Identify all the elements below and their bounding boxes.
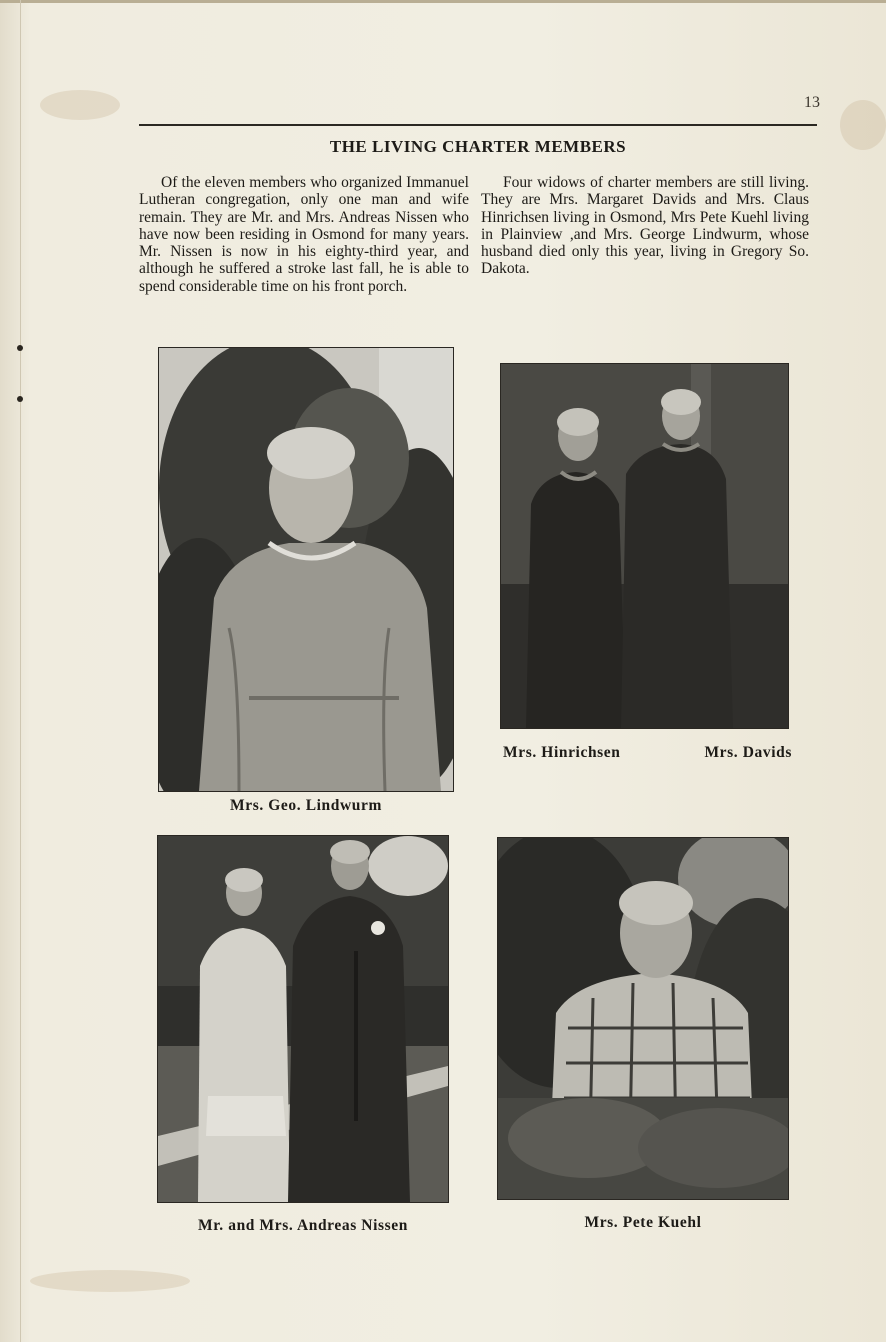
page-title: THE LIVING CHARTER MEMBERS [329, 137, 627, 156]
photo-kuehl [498, 838, 788, 1199]
paper-stain [30, 1270, 190, 1292]
caption-kuehl: Mrs. Pete Kuehl [584, 1214, 702, 1231]
caption-hinrichsen: Mrs. Hinrichsen [503, 744, 621, 761]
photo-lindwurm [159, 348, 453, 791]
photo-hinrichsen-davids [501, 364, 788, 728]
page-number: 13 [804, 94, 820, 111]
article-column-left [139, 174, 469, 295]
photo-nissen [158, 836, 448, 1202]
binding-edge [20, 0, 21, 1342]
header-rule [139, 124, 817, 126]
paper-stain [840, 100, 886, 150]
caption-lindwurm: Mrs. Geo. Lindwurm [229, 797, 383, 814]
caption-davids: Mrs. Davids [704, 744, 792, 761]
binding-hole [17, 396, 23, 402]
article-column-right [481, 174, 809, 278]
article-paragraph-1: Of the eleven members who organized Immanuel Lutheran congregation, only one man and wife remain. They are Mr. and Mrs. Andreas Nissen who have now been residing in Osmond for many years. Mr. Nissen is now in his eighty-third year, and although he suffered a stroke last fall, he is able to spend considerable time on his front porch. [139, 174, 469, 295]
article-paragraph-2: Four widows of charter members are still living. They are Mrs. Margaret Davids and Mrs. Claus Hinrichsen living in Osmond, Mrs Pete Kuehl living in Plainview ,and Mrs. George Lindwurm, whose husband died only this year, living in Gregory So. Dakota. [481, 174, 809, 278]
caption-nissen: Mr. and Mrs. Andreas Nissen [198, 1217, 408, 1234]
paper-stain [40, 90, 120, 120]
binding-hole [17, 345, 23, 351]
top-edge [0, 0, 886, 3]
